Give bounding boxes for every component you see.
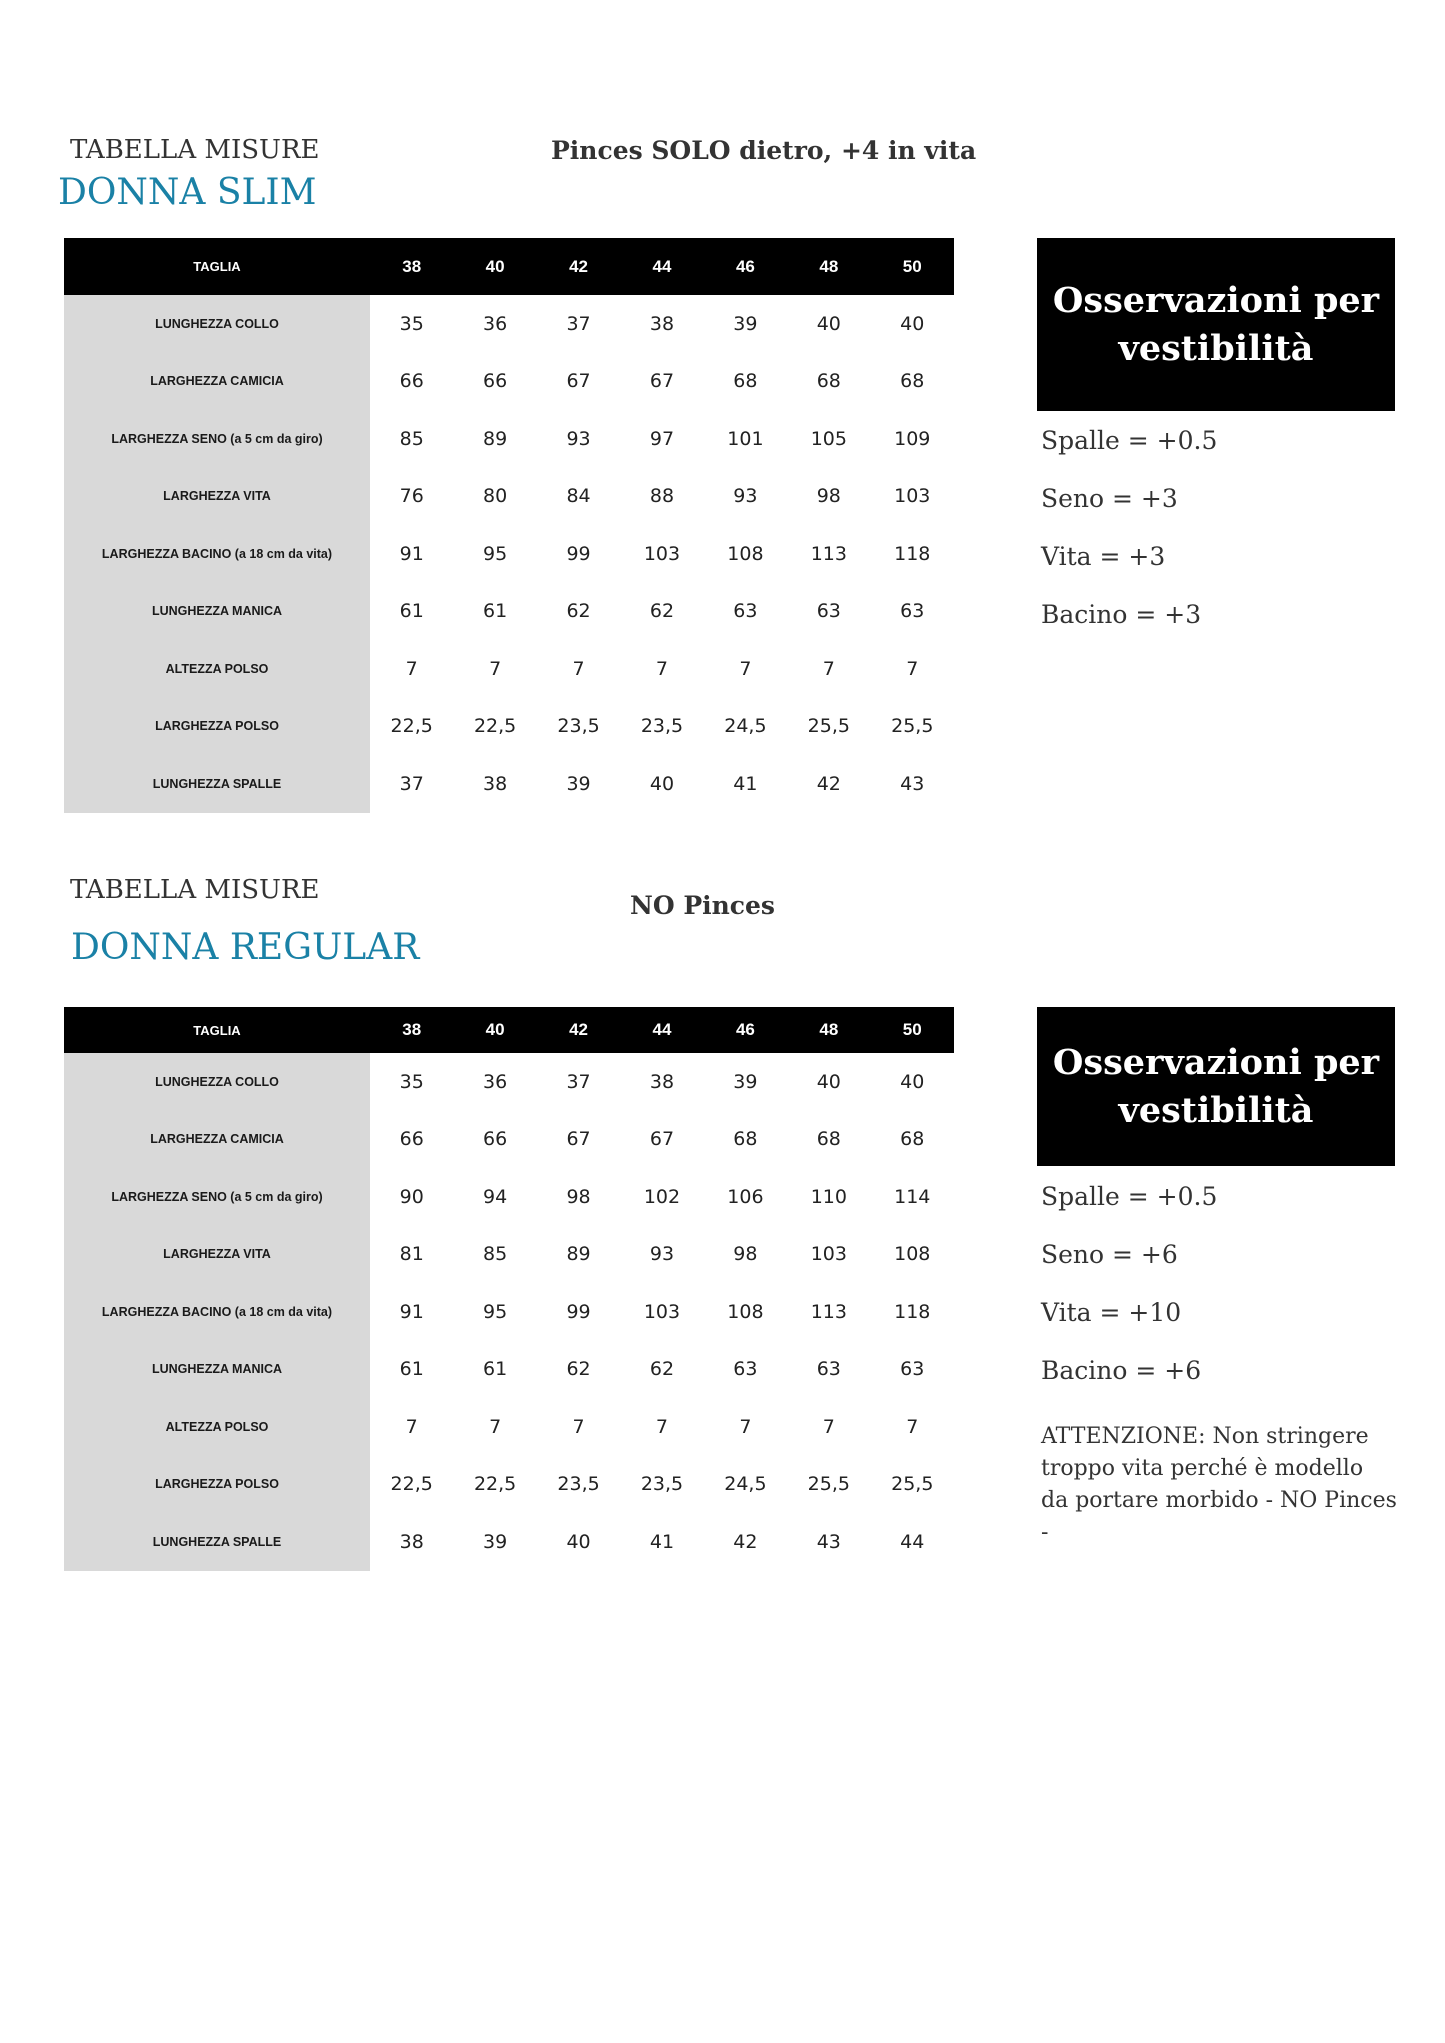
cell-value: 44 bbox=[900, 1530, 925, 1553]
cell-value: 62 bbox=[566, 1358, 591, 1381]
cell-value: 62 bbox=[566, 600, 591, 623]
observations-title-line1: Osservazioni per bbox=[1052, 280, 1380, 322]
observations-title-line2: vestibilità bbox=[1118, 327, 1314, 369]
cell-value: 62 bbox=[649, 600, 675, 623]
cell-value: 22,5 bbox=[390, 715, 433, 738]
table-header-row bbox=[64, 1007, 954, 1053]
cell-value: 40 bbox=[566, 1530, 591, 1553]
cell-value: 67 bbox=[649, 1128, 675, 1151]
table-row bbox=[64, 1226, 954, 1284]
cell-value: 68 bbox=[816, 370, 841, 393]
cell-value: 35 bbox=[399, 312, 424, 335]
observation-item: Vita = +10 bbox=[1041, 1298, 1182, 1327]
cell-value: 63 bbox=[733, 600, 758, 623]
table-row bbox=[64, 1053, 954, 1111]
warning-line: - bbox=[1041, 1520, 1049, 1545]
cell-value: 114 bbox=[894, 1185, 931, 1208]
cell-value: 81 bbox=[399, 1243, 424, 1266]
cell-value: 91 bbox=[399, 542, 424, 565]
cell-value: 36 bbox=[483, 312, 508, 335]
cell-value: 7 bbox=[572, 1415, 585, 1438]
cell-value: 80 bbox=[483, 485, 508, 508]
cell-value: 105 bbox=[810, 427, 847, 450]
observation-item: Vita = +3 bbox=[1041, 542, 1166, 571]
cell-value: 43 bbox=[816, 1530, 841, 1553]
cell-value: 39 bbox=[733, 1070, 758, 1093]
cell-value: 76 bbox=[399, 485, 424, 508]
cell-value: 98 bbox=[816, 485, 841, 508]
cell-value: 41 bbox=[649, 1530, 675, 1553]
slim-observations-list bbox=[1041, 426, 1401, 658]
cell-value: 91 bbox=[399, 1300, 424, 1323]
table-row bbox=[64, 410, 954, 468]
cell-value: 7 bbox=[655, 1415, 669, 1438]
cell-value: 36 bbox=[483, 1070, 508, 1093]
table-row bbox=[64, 468, 954, 526]
cell-value: 93 bbox=[649, 1243, 675, 1266]
cell-value: 38 bbox=[649, 312, 675, 335]
cell-value: 23,5 bbox=[557, 715, 600, 738]
row-label: LARGHEZZA VITA bbox=[64, 1226, 370, 1284]
cell-value: 94 bbox=[483, 1185, 508, 1208]
header-taglia: TAGLIA bbox=[64, 238, 370, 295]
cell-value: 84 bbox=[566, 485, 591, 508]
cell-value: 63 bbox=[733, 1358, 758, 1381]
row-label: LUNGHEZZA MANICA bbox=[64, 583, 370, 641]
cell-value: 42 bbox=[733, 1530, 758, 1553]
cell-value: 66 bbox=[483, 1128, 508, 1151]
observation-item: Spalle = +0.5 bbox=[1041, 1182, 1218, 1211]
cell-value: 63 bbox=[816, 1358, 841, 1381]
cell-value: 7 bbox=[739, 657, 752, 680]
cell-value: 102 bbox=[643, 1185, 681, 1208]
cell-value: 42 bbox=[816, 772, 841, 795]
cell-value: 40 bbox=[816, 1070, 841, 1093]
cell-value: 108 bbox=[894, 1243, 931, 1266]
cell-value: 39 bbox=[483, 1530, 508, 1553]
table-row bbox=[64, 525, 954, 583]
cell-value: 89 bbox=[483, 427, 508, 450]
size-header: 38 bbox=[370, 1007, 453, 1053]
cell-value: 7 bbox=[822, 1415, 835, 1438]
cell-value: 35 bbox=[399, 1070, 424, 1093]
observations-title-line1: Osservazioni per bbox=[1052, 1042, 1380, 1084]
cell-value: 113 bbox=[810, 1300, 847, 1323]
observation-item: Seno = +3 bbox=[1041, 484, 1178, 513]
cell-value: 25,5 bbox=[891, 1473, 934, 1496]
row-label: LARGHEZZA VITA bbox=[64, 468, 370, 526]
slim-kicker: TABELLA MISURE bbox=[70, 135, 320, 165]
cell-value: 103 bbox=[643, 542, 681, 565]
cell-value: 61 bbox=[399, 1358, 424, 1381]
cell-value: 38 bbox=[649, 1070, 675, 1093]
row-label: LARGHEZZA CAMICIA bbox=[64, 353, 370, 411]
table-row bbox=[64, 640, 954, 698]
cell-value: 68 bbox=[900, 370, 925, 393]
row-label: ALTEZZA POLSO bbox=[64, 1398, 370, 1456]
observation-item: Bacino = +3 bbox=[1041, 600, 1202, 629]
cell-value: 95 bbox=[483, 542, 508, 565]
regular-observations-header bbox=[1037, 1007, 1395, 1166]
size-header: 42 bbox=[537, 1007, 620, 1053]
cell-value: 66 bbox=[483, 370, 508, 393]
warning-line: troppo vita perché è modello bbox=[1041, 1456, 1364, 1481]
cell-value: 95 bbox=[483, 1300, 508, 1323]
cell-value: 37 bbox=[399, 772, 424, 795]
table-header-row bbox=[64, 238, 954, 295]
cell-value: 68 bbox=[816, 1128, 841, 1151]
cell-value: 63 bbox=[816, 600, 841, 623]
cell-value: 22,5 bbox=[390, 1473, 433, 1496]
cell-value: 66 bbox=[399, 1128, 424, 1151]
table-row bbox=[64, 1456, 954, 1514]
row-label: ALTEZZA POLSO bbox=[64, 640, 370, 698]
size-header: 38 bbox=[370, 238, 453, 295]
cell-value: 103 bbox=[894, 485, 931, 508]
size-header: 40 bbox=[453, 1007, 536, 1053]
slim-observations-header bbox=[1037, 238, 1395, 411]
header-taglia: TAGLIA bbox=[64, 1007, 370, 1053]
cell-value: 61 bbox=[483, 1358, 508, 1381]
size-header: 48 bbox=[787, 1007, 870, 1053]
cell-value: 103 bbox=[643, 1300, 681, 1323]
regular-kicker: TABELLA MISURE bbox=[70, 875, 320, 905]
cell-value: 98 bbox=[566, 1185, 591, 1208]
cell-value: 99 bbox=[566, 542, 591, 565]
observations-title-line2: vestibilità bbox=[1118, 1089, 1314, 1131]
cell-value: 7 bbox=[405, 657, 418, 680]
cell-value: 23,5 bbox=[640, 1473, 684, 1496]
cell-value: 109 bbox=[894, 427, 931, 450]
cell-value: 62 bbox=[649, 1358, 675, 1381]
cell-value: 61 bbox=[483, 600, 508, 623]
warning-line: da portare morbido - NO Pinces bbox=[1041, 1488, 1397, 1513]
cell-value: 25,5 bbox=[807, 1473, 850, 1496]
regular-note: NO Pinces bbox=[630, 891, 776, 920]
table-row bbox=[64, 1283, 954, 1341]
table-row bbox=[64, 755, 954, 813]
regular-title: DONNA REGULAR bbox=[71, 927, 420, 968]
observation-item: Spalle = +0.5 bbox=[1041, 426, 1218, 455]
slim-size-table bbox=[64, 238, 954, 813]
cell-value: 37 bbox=[566, 312, 591, 335]
table-row bbox=[64, 1168, 954, 1226]
regular-size-table bbox=[64, 1007, 954, 1571]
cell-value: 88 bbox=[649, 485, 675, 508]
row-label: LARGHEZZA BACINO (a 18 cm da vita) bbox=[64, 1283, 370, 1341]
cell-value: 101 bbox=[727, 427, 764, 450]
table-row bbox=[64, 1341, 954, 1399]
size-header: 46 bbox=[704, 238, 787, 295]
cell-value: 66 bbox=[399, 370, 424, 393]
observation-item: Bacino = +6 bbox=[1041, 1356, 1202, 1385]
warning-line: ATTENZIONE: Non stringere bbox=[1041, 1424, 1369, 1449]
cell-value: 7 bbox=[572, 657, 585, 680]
cell-value: 98 bbox=[733, 1243, 758, 1266]
cell-value: 24,5 bbox=[724, 1473, 767, 1496]
cell-value: 103 bbox=[810, 1243, 847, 1266]
cell-value: 93 bbox=[733, 485, 758, 508]
cell-value: 67 bbox=[649, 370, 675, 393]
cell-value: 39 bbox=[566, 772, 591, 795]
row-label: LARGHEZZA POLSO bbox=[64, 698, 370, 756]
slim-title: DONNA SLIM bbox=[58, 172, 317, 213]
table-row bbox=[64, 1513, 954, 1571]
cell-value: 68 bbox=[900, 1128, 925, 1151]
row-label: LUNGHEZZA COLLO bbox=[64, 295, 370, 353]
cell-value: 110 bbox=[810, 1185, 847, 1208]
cell-value: 85 bbox=[399, 427, 424, 450]
cell-value: 118 bbox=[894, 1300, 931, 1323]
cell-value: 40 bbox=[900, 312, 925, 335]
cell-value: 7 bbox=[822, 657, 835, 680]
slim-note: Pinces SOLO dietro, +4 in vita bbox=[551, 136, 977, 165]
table-row bbox=[64, 1111, 954, 1169]
observation-item: Seno = +6 bbox=[1041, 1240, 1178, 1269]
regular-warning-note bbox=[1041, 1421, 1401, 1549]
size-header: 48 bbox=[787, 238, 870, 295]
table-row bbox=[64, 1398, 954, 1456]
cell-value: 23,5 bbox=[557, 1473, 600, 1496]
table-row bbox=[64, 353, 954, 411]
cell-value: 93 bbox=[566, 427, 591, 450]
cell-value: 67 bbox=[566, 1128, 591, 1151]
row-label: LARGHEZZA SENO (a 5 cm da giro) bbox=[64, 1168, 370, 1226]
cell-value: 7 bbox=[655, 657, 669, 680]
cell-value: 40 bbox=[649, 772, 675, 795]
size-header: 44 bbox=[620, 238, 703, 295]
cell-value: 113 bbox=[810, 542, 847, 565]
cell-value: 40 bbox=[816, 312, 841, 335]
row-label: LUNGHEZZA COLLO bbox=[64, 1053, 370, 1111]
cell-value: 106 bbox=[727, 1185, 764, 1208]
size-header: 44 bbox=[620, 1007, 703, 1053]
cell-value: 99 bbox=[566, 1300, 591, 1323]
table-row bbox=[64, 583, 954, 641]
cell-value: 118 bbox=[894, 542, 931, 565]
size-header: 46 bbox=[704, 1007, 787, 1053]
cell-value: 38 bbox=[483, 772, 508, 795]
cell-value: 108 bbox=[727, 542, 764, 565]
table-row bbox=[64, 698, 954, 756]
cell-value: 22,5 bbox=[473, 1473, 517, 1496]
cell-value: 97 bbox=[649, 427, 675, 450]
cell-value: 38 bbox=[399, 1530, 424, 1553]
row-label: LUNGHEZZA SPALLE bbox=[64, 755, 370, 813]
size-header: 40 bbox=[453, 238, 536, 295]
size-header: 50 bbox=[871, 238, 954, 295]
row-label: LARGHEZZA SENO (a 5 cm da giro) bbox=[64, 410, 370, 468]
row-label: LARGHEZZA CAMICIA bbox=[64, 1111, 370, 1169]
regular-observations-list bbox=[1041, 1182, 1401, 1414]
cell-value: 7 bbox=[405, 1415, 418, 1438]
cell-value: 7 bbox=[906, 1415, 919, 1438]
table-row bbox=[64, 295, 954, 353]
cell-value: 25,5 bbox=[891, 715, 934, 738]
row-label: LARGHEZZA BACINO (a 18 cm da vita) bbox=[64, 525, 370, 583]
size-header: 42 bbox=[537, 238, 620, 295]
cell-value: 24,5 bbox=[724, 715, 767, 738]
cell-value: 40 bbox=[900, 1070, 925, 1093]
cell-value: 7 bbox=[489, 1415, 502, 1438]
cell-value: 63 bbox=[900, 600, 925, 623]
cell-value: 39 bbox=[733, 312, 758, 335]
cell-value: 68 bbox=[733, 1128, 758, 1151]
cell-value: 7 bbox=[739, 1415, 752, 1438]
cell-value: 41 bbox=[733, 772, 758, 795]
cell-value: 25,5 bbox=[807, 715, 850, 738]
cell-value: 90 bbox=[399, 1185, 424, 1208]
cell-value: 89 bbox=[566, 1243, 591, 1266]
cell-value: 22,5 bbox=[473, 715, 517, 738]
cell-value: 67 bbox=[566, 370, 591, 393]
cell-value: 37 bbox=[566, 1070, 591, 1093]
row-label: LARGHEZZA POLSO bbox=[64, 1456, 370, 1514]
cell-value: 61 bbox=[399, 600, 424, 623]
cell-value: 85 bbox=[483, 1243, 508, 1266]
size-header: 50 bbox=[871, 1007, 954, 1053]
row-label: LUNGHEZZA MANICA bbox=[64, 1341, 370, 1399]
cell-value: 7 bbox=[489, 657, 502, 680]
row-label: LUNGHEZZA SPALLE bbox=[64, 1513, 370, 1571]
cell-value: 43 bbox=[900, 772, 925, 795]
cell-value: 63 bbox=[900, 1358, 925, 1381]
cell-value: 68 bbox=[733, 370, 758, 393]
cell-value: 23,5 bbox=[640, 715, 684, 738]
cell-value: 7 bbox=[906, 657, 919, 680]
cell-value: 108 bbox=[727, 1300, 764, 1323]
